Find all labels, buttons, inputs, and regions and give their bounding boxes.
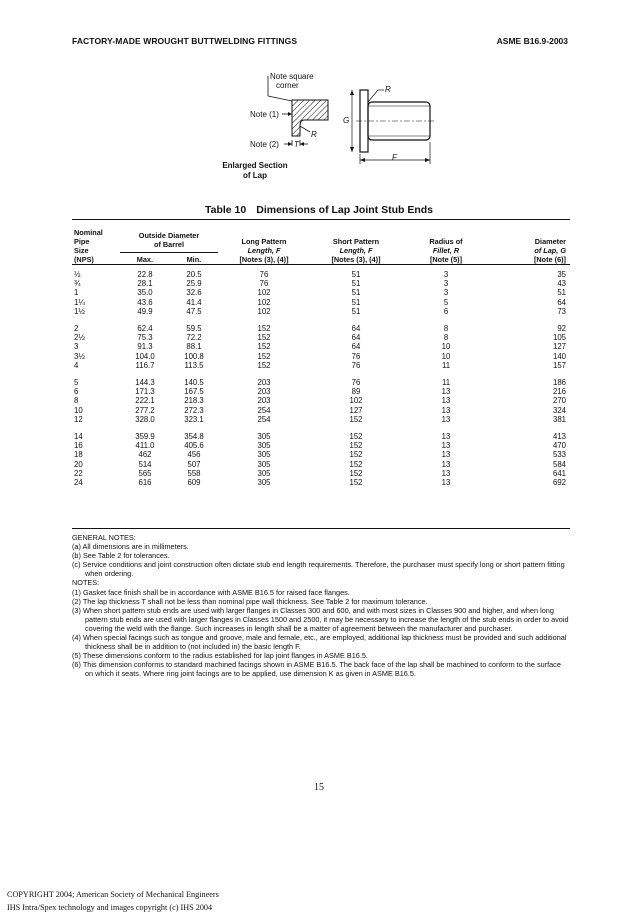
thickness-t-label: T — [294, 140, 299, 149]
table-cell: 73 — [557, 306, 566, 316]
table-cell: 203 — [257, 387, 271, 397]
table-row — [72, 352, 570, 361]
running-header-title: FACTORY-MADE WROUGHT BUTTWELDING FITTINGS — [72, 36, 298, 46]
table-cell: 24 — [74, 478, 83, 488]
table-cell: 13 — [441, 459, 451, 469]
note2-label: Note (2) — [250, 140, 279, 149]
table-cell: 641 — [552, 468, 566, 478]
table-cell: 411.0 — [135, 441, 155, 451]
table-cell: 6 — [443, 306, 449, 316]
table-cell: 152 — [349, 450, 363, 460]
table-cell: 105 — [552, 333, 566, 343]
table-cell: 157 — [552, 360, 566, 370]
table-cell: 10 — [441, 342, 451, 352]
table-cell: 3 — [443, 288, 449, 298]
table-title — [0, 204, 638, 216]
table-cell: 102 — [257, 297, 271, 307]
table-row — [72, 415, 570, 424]
table-cell: 8 — [443, 324, 449, 334]
table-cell: 13 — [441, 405, 451, 415]
note-item: (1) Gasket face finish shall be in accordance with ASME B16.5 for raised face flanges. — [72, 587, 350, 597]
figure-caption — [210, 161, 300, 181]
group-gap — [72, 316, 570, 324]
table-row — [72, 307, 570, 316]
table-cell: 381 — [552, 414, 566, 424]
length-f-label: F — [392, 153, 397, 162]
table-cell: 49.9 — [137, 306, 153, 316]
fillet-r-label: R — [311, 130, 317, 139]
table-cell: 5 — [443, 297, 449, 307]
table-cell: 2 — [74, 324, 79, 334]
table-cell: 104.0 — [135, 351, 155, 361]
table-cell: 41.4 — [186, 297, 202, 307]
table-cell: 76 — [259, 270, 269, 279]
table-cell: 102 — [349, 396, 363, 406]
note-item: (b) See Table 2 for tolerances. — [72, 551, 170, 561]
table-row — [72, 333, 570, 342]
table-cell: 565 — [138, 468, 152, 478]
table-cell: 76 — [351, 378, 361, 388]
table-cell: 76 — [351, 351, 361, 361]
table-cell: 10 — [74, 405, 83, 415]
table-row — [72, 469, 570, 478]
table-row — [72, 279, 570, 288]
header-max: Max. — [136, 255, 154, 264]
header-min: Min. — [186, 255, 202, 264]
diameter-g-label: G — [343, 116, 350, 125]
table-cell: 14 — [74, 432, 83, 442]
table-cell: 152 — [257, 360, 271, 370]
note-item: (6) This dimension conforms to standard machined facings shown in ASME B16.5. The back face of the lap shall be machined to conform to the surface on which it seats. Where ring joint facings are to be applied, use dimension K as given in ASME B16.5. — [72, 660, 561, 679]
table-cell: 51 — [351, 279, 361, 289]
note-item: (2) The lap thickness T shall not be less than nominal pipe wall thickness. See Table 2 for maximum tolerance. — [72, 596, 428, 606]
note1-label: Note (1) — [250, 110, 279, 119]
table-cell: 1½ — [74, 306, 85, 316]
copyright-line2: IHS Intra/Spex technology and images copyright (c) IHS 2004 — [7, 903, 213, 912]
table-cell: 270 — [552, 396, 566, 406]
table-cell: 305 — [257, 441, 271, 451]
table-cell: 22.8 — [137, 270, 153, 279]
header-long-pattern: Long Pattern Length, F [Notes (3), (4)] — [239, 237, 289, 264]
table-cell: 76 — [351, 360, 361, 370]
table-cell: 152 — [257, 351, 271, 361]
table-cell: 6 — [74, 387, 79, 397]
table-cell: 324 — [552, 405, 566, 415]
table-row — [72, 450, 570, 459]
table-cell: 76 — [259, 279, 269, 289]
table-cell: 51 — [351, 288, 361, 298]
table-cell: 144.3 — [135, 378, 155, 388]
page-number: 15 — [314, 782, 324, 793]
table-cell: 254 — [257, 405, 271, 415]
table-cell: 323.1 — [184, 414, 204, 424]
table-cell: 152 — [349, 459, 363, 469]
table-cell: 152 — [349, 468, 363, 478]
table-cell: 692 — [552, 478, 566, 488]
table-cell: 272.3 — [184, 405, 204, 415]
table-cell: 51 — [557, 288, 566, 298]
table-cell: 507 — [187, 459, 201, 469]
table-cell: 186 — [552, 378, 566, 388]
table-cell: 558 — [187, 468, 201, 478]
table-cell: 3 — [74, 342, 79, 352]
table-cell: 1 — [74, 288, 79, 298]
caption-line1: Enlarged Section — [222, 161, 288, 170]
table-cell: 20.5 — [186, 270, 202, 279]
table-cell: 8 — [74, 396, 79, 406]
table-cell: 152 — [257, 324, 271, 334]
note-item: (a) All dimensions are in millimeters. — [72, 542, 189, 552]
table-cell: 609 — [187, 478, 201, 488]
table-cell: 28.1 — [137, 279, 153, 289]
table-cell: 2½ — [74, 333, 85, 343]
table-row — [72, 270, 570, 279]
table-cell: 92 — [557, 324, 566, 334]
table-cell: 64 — [557, 297, 566, 307]
table-cell: 16 — [74, 441, 83, 451]
table-cell: 12 — [74, 414, 83, 424]
table-cell: 152 — [257, 342, 271, 352]
table-cell: 359.9 — [135, 432, 155, 442]
table-cell: 88.1 — [186, 342, 202, 352]
table-cell: 64 — [351, 342, 361, 352]
table-bottom-rule — [72, 528, 570, 529]
table-cell: 32.6 — [186, 288, 202, 298]
table-number: Table 10 — [204, 204, 247, 216]
table-row — [72, 387, 570, 396]
table-row — [72, 288, 570, 297]
table-cell: 203 — [257, 396, 271, 406]
table-cell: 62.4 — [137, 324, 153, 334]
table-row — [72, 396, 570, 405]
table-cell: 152 — [349, 441, 363, 451]
table-cell: 203 — [257, 378, 271, 388]
running-header-standard: ASME B16.9-2003 — [496, 36, 568, 46]
table-row — [72, 378, 570, 387]
table-cell: 10 — [441, 351, 451, 361]
table-cell: 75.3 — [137, 333, 153, 343]
table-cell: 405.6 — [184, 441, 204, 451]
table-row — [72, 298, 570, 307]
table-cell: 305 — [257, 450, 271, 460]
table-cell: ¾ — [74, 279, 81, 289]
copyright-line1: COPYRIGHT 2004; American Society of Mechanical Engineers — [7, 890, 219, 899]
table-cell: 22 — [74, 468, 83, 478]
table-heading: Dimensions of Lap Joint Stub Ends — [256, 204, 433, 216]
table-cell: 462 — [138, 450, 152, 460]
table-cell: 35 — [557, 270, 566, 279]
table-cell: 305 — [257, 432, 271, 442]
table-cell: 277.2 — [135, 405, 155, 415]
radius-r-label: R — [385, 85, 391, 94]
stub-end-drawing — [200, 68, 460, 168]
table-cell: 72.2 — [186, 333, 202, 343]
table-cell: 13 — [441, 468, 451, 478]
table-top-rule — [72, 219, 570, 220]
table-cell: 5 — [74, 378, 79, 388]
table-cell: 167.5 — [184, 387, 204, 397]
group-gap — [72, 370, 570, 378]
table-row — [72, 324, 570, 333]
table-cell: 152 — [349, 414, 363, 424]
table-cell: 1¼ — [74, 297, 85, 307]
table-cell: 3½ — [74, 351, 85, 361]
table-row — [72, 342, 570, 351]
general-notes-heading: GENERAL NOTES: — [72, 533, 136, 542]
notes-section — [72, 533, 570, 679]
table-cell: 13 — [441, 414, 451, 424]
table-cell: 102 — [257, 306, 271, 316]
table-cell: 254 — [257, 414, 271, 424]
header-radius: Radius of Fillet, R [Note (5)] — [429, 237, 463, 264]
table-cell: 59.5 — [186, 324, 202, 334]
table-cell: 25.9 — [186, 279, 202, 289]
table-cell: 43.6 — [137, 297, 153, 307]
note-item: (3) When short pattern stub ends are used with larger flanges in Classes 300 and 600, and with most sizes in Classes 900 and higher, and when long pattern stub ends are used with larger flanges in Classes 1500 and 2500, it may be necessary to increase the length of the stub ends in order to avoid covering the weld with the flange. Such increases in length shall be a matter of agreement between the manufacturer and purchaser. — [72, 605, 569, 633]
table-cell: 3 — [443, 279, 449, 289]
table-row — [72, 432, 570, 441]
table-cell: 13 — [441, 450, 451, 460]
table-row — [72, 406, 570, 415]
table-cell: 102 — [257, 288, 271, 298]
table-cell: 533 — [552, 450, 566, 460]
table-cell: 91.3 — [137, 342, 153, 352]
table-cell: 328.0 — [135, 414, 155, 424]
table-cell: 100.8 — [184, 351, 204, 361]
table-cell: 20 — [74, 459, 83, 469]
table-cell: 216 — [552, 387, 566, 397]
note-corner-label: corner — [276, 81, 299, 90]
header-nps: Nominal Pipe Size (NPS) — [74, 228, 103, 264]
table-cell: 354.8 — [184, 432, 204, 442]
table-cell: 127 — [349, 405, 363, 415]
notes-heading: NOTES: — [72, 578, 100, 588]
table-cell: 584 — [552, 459, 566, 469]
table-cell: 305 — [257, 459, 271, 469]
stub-ends-table — [72, 222, 570, 487]
table-row — [72, 460, 570, 469]
table-cell: 616 — [138, 478, 152, 488]
note-item: (5) These dimensions conform to the radius established for lap joint flanges in ASME B16.5. — [72, 651, 368, 661]
table-cell: 51 — [351, 306, 361, 316]
table-cell: 116.7 — [135, 360, 155, 370]
notes-list — [72, 588, 570, 679]
table-cell: 18 — [74, 450, 83, 460]
table-cell: 152 — [257, 333, 271, 343]
table-cell: 3 — [443, 270, 449, 279]
table-cell: 305 — [257, 468, 271, 478]
table-cell: 222.1 — [135, 396, 155, 406]
table-cell: 218.3 — [184, 396, 204, 406]
header-outside-diameter: Outside Diameter of Barrel Max. Min. — [120, 222, 218, 264]
table-cell: 13 — [441, 387, 451, 397]
table-cell: ½ — [74, 270, 81, 279]
table-row — [72, 361, 570, 370]
table-cell: 305 — [257, 478, 271, 488]
table-cell: 13 — [441, 396, 451, 406]
table-cell: 51 — [351, 297, 361, 307]
table-cell: 140 — [552, 351, 566, 361]
table-cell: 140.5 — [184, 378, 204, 388]
table-cell: 8 — [443, 333, 449, 343]
table-cell: 127 — [552, 342, 566, 352]
table-cell: 64 — [351, 333, 361, 343]
table-cell: 64 — [351, 324, 361, 334]
table-cell: 51 — [351, 270, 361, 279]
table-cell: 13 — [441, 478, 451, 488]
caption-line2: of Lap — [243, 171, 267, 180]
table-cell: 456 — [187, 450, 201, 460]
table-cell: 152 — [349, 478, 363, 488]
table-cell: 89 — [351, 387, 361, 397]
table-cell: 13 — [441, 432, 451, 442]
table-cell: 4 — [74, 360, 79, 370]
header-diameter: Diameter of Lap, G [Note (6)] — [533, 237, 566, 264]
table-cell: 152 — [349, 432, 363, 442]
table-cell: 171.3 — [135, 387, 155, 397]
table-cell: 13 — [441, 441, 451, 451]
table-cell: 35.0 — [137, 288, 153, 298]
note-item: (4) When special facings such as tongue and groove, male and female, etc., are employed, additional lap thickness must be provided and such additional thickness shall be in addition to (not included in) the basic length F. — [72, 633, 567, 652]
note-square-label: Note square — [270, 72, 314, 81]
table-cell: 113.5 — [184, 360, 204, 370]
header-short-pattern: Short Pattern Length, F [Notes (3), (4)] — [331, 237, 381, 264]
note-item: (c) Service conditions and joint construction often dictate stub end length requirements. Therefore, the purchaser must specify long or short pattern fitting when ordering. — [72, 560, 565, 579]
table-cell: 413 — [552, 432, 566, 442]
table-cell: 11 — [441, 378, 451, 388]
table-cell: 514 — [138, 459, 152, 469]
table-cell: 47.5 — [186, 306, 202, 316]
table-row — [72, 478, 570, 487]
table-cell: 470 — [552, 441, 566, 451]
table-cell: 43 — [557, 279, 566, 289]
table-cell: 11 — [441, 360, 451, 370]
group-gap — [72, 424, 570, 432]
table-row — [72, 441, 570, 450]
general-notes-list — [72, 542, 570, 578]
